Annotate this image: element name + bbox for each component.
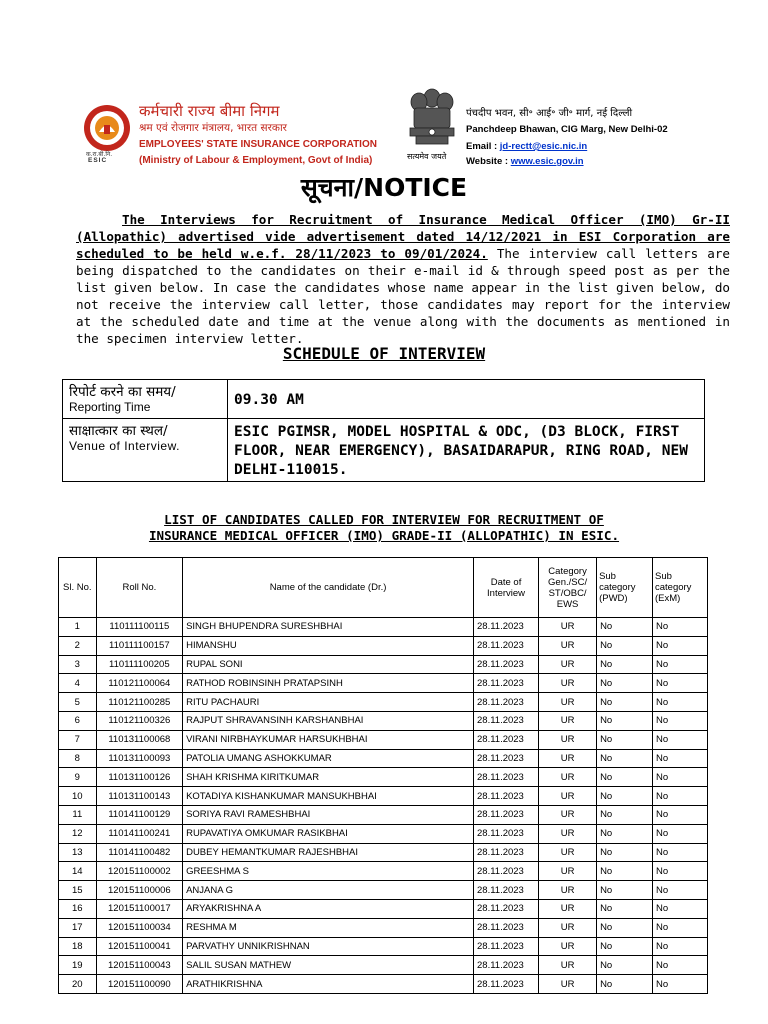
ministry-hindi: श्रम एवं रोजगार मंत्रालय, भारत सरकार [139, 122, 287, 134]
cell-roll-no: 110131100126 [96, 768, 182, 787]
cell-roll-no: 110131100068 [96, 730, 182, 749]
cell-interview-date: 28.11.2023 [474, 730, 539, 749]
reporting-label-cell [63, 380, 228, 419]
cell-candidate-name: RITU PACHAURI [183, 693, 474, 712]
cell-sl-no: 9 [59, 768, 97, 787]
cell-sub-category-pwd: No [597, 655, 653, 674]
candidate-table [58, 557, 708, 994]
address-hindi: पंचदीप भवन, सी॰ आई॰ जी॰ मार्ग, नई दिल्ली [466, 108, 633, 119]
cell-category: UR [539, 787, 597, 806]
header-sub-category-exm: Sub category (ExM) [653, 558, 708, 618]
schedule-title: SCHEDULE OF INTERVIEW [282, 344, 486, 363]
cell-sub-category-pwd: No [597, 730, 653, 749]
cell-sub-category-exm: No [653, 862, 708, 881]
cell-candidate-name: SORIYA RAVI RAMESHBHAI [183, 805, 474, 824]
cell-sl-no: 1 [59, 618, 97, 637]
cell-category: UR [539, 674, 597, 693]
cell-roll-no: 120151100017 [96, 899, 182, 918]
cell-sub-category-exm: No [653, 693, 708, 712]
cell-sub-category-pwd: No [597, 881, 653, 900]
table-row [59, 975, 708, 994]
cell-roll-no: 110141100482 [96, 843, 182, 862]
cell-interview-date: 28.11.2023 [474, 711, 539, 730]
cell-candidate-name: RUPAL SONI [183, 655, 474, 674]
cell-category: UR [539, 805, 597, 824]
cell-roll-no: 120151100090 [96, 975, 182, 994]
cell-sub-category-exm: No [653, 881, 708, 900]
venue-label-cell [63, 419, 228, 482]
cell-sub-category-pwd: No [597, 636, 653, 655]
table-row [59, 768, 708, 787]
cell-category: UR [539, 618, 597, 637]
cell-candidate-name: PATOLIA UMANG ASHOKKUMAR [183, 749, 474, 768]
esic-logo [82, 103, 132, 153]
cell-sub-category-exm: No [653, 824, 708, 843]
cell-candidate-name: KOTADIYA KISHANKUMAR MANSUKHBHAI [183, 787, 474, 806]
cell-interview-date: 28.11.2023 [474, 862, 539, 881]
cell-sl-no: 11 [59, 805, 97, 824]
table-row [59, 843, 708, 862]
national-emblem-icon [400, 86, 464, 148]
header-category: Category Gen./SC/ ST/OBC/ EWS [539, 558, 597, 618]
logo-caption-english: ESIC [88, 157, 108, 164]
emblem-caption: सत्यमेव जयते [407, 152, 447, 161]
cell-interview-date: 28.11.2023 [474, 787, 539, 806]
list-title-line1: LIST OF CANDIDATES CALLED FOR INTERVIEW FOR RECRUITMENT OF [164, 512, 604, 527]
cell-category: UR [539, 655, 597, 674]
cell-category: UR [539, 711, 597, 730]
cell-candidate-name: ANJANA G [183, 881, 474, 900]
cell-category: UR [539, 937, 597, 956]
table-row [59, 693, 708, 712]
cell-category: UR [539, 862, 597, 881]
cell-roll-no: 110121100064 [96, 674, 182, 693]
reporting-label-hindi: रिपोर्ट करने का समय/ [69, 384, 176, 400]
notice-paragraph-bold: The Interviews for Recruitment of Insurance Medical Officer (IMO) Gr-II (Allopathic) advertised vide advertisement dated 14/12/2021 in ESI Corporation are scheduled to be held w.e.f. 28/11/2023 to 09/01/2024. [76, 212, 730, 261]
cell-sub-category-exm: No [653, 768, 708, 787]
cell-sub-category-pwd: No [597, 843, 653, 862]
table-row [59, 674, 708, 693]
cell-interview-date: 28.11.2023 [474, 674, 539, 693]
cell-candidate-name: GREESHMA S [183, 862, 474, 881]
cell-sub-category-pwd: No [597, 862, 653, 881]
notice-title: सूचना/NOTICE [300, 173, 468, 202]
table-row [59, 805, 708, 824]
cell-roll-no: 120151100006 [96, 881, 182, 900]
cell-category: UR [539, 768, 597, 787]
org-name-hindi: कर्मचारी राज्य बीमा निगम [139, 102, 280, 120]
cell-candidate-name: SALIL SUSAN MATHEW [183, 956, 474, 975]
notice-paragraph [76, 211, 730, 347]
cell-category: UR [539, 918, 597, 937]
cell-sub-category-exm: No [653, 636, 708, 655]
cell-sub-category-pwd: No [597, 956, 653, 975]
cell-sub-category-exm: No [653, 899, 708, 918]
cell-sub-category-pwd: No [597, 787, 653, 806]
cell-candidate-name: ARATHIKRISHNA [183, 975, 474, 994]
cell-sl-no: 18 [59, 937, 97, 956]
cell-sub-category-pwd: No [597, 899, 653, 918]
cell-sl-no: 20 [59, 975, 97, 994]
cell-candidate-name: DUBEY HEMANTKUMAR RAJESHBHAI [183, 843, 474, 862]
cell-sl-no: 4 [59, 674, 97, 693]
cell-sub-category-pwd: No [597, 918, 653, 937]
table-row [59, 918, 708, 937]
cell-interview-date: 28.11.2023 [474, 693, 539, 712]
venue-label-hindi: साक्षात्कार का स्थल/ [69, 423, 168, 439]
cell-sl-no: 10 [59, 787, 97, 806]
cell-roll-no: 110111100205 [96, 655, 182, 674]
cell-sl-no: 19 [59, 956, 97, 975]
cell-candidate-name: VIRANI NIRBHAYKUMAR HARSUKHBHAI [183, 730, 474, 749]
cell-sl-no: 17 [59, 918, 97, 937]
cell-roll-no: 120151100034 [96, 918, 182, 937]
email-link[interactable]: jd-rectt@esic.nic.in [499, 141, 588, 152]
cell-sub-category-exm: No [653, 805, 708, 824]
cell-candidate-name: ARYAKRISHNA A [183, 899, 474, 918]
cell-roll-no: 120151100043 [96, 956, 182, 975]
cell-sub-category-exm: No [653, 749, 708, 768]
cell-sub-category-exm: No [653, 937, 708, 956]
cell-sub-category-pwd: No [597, 824, 653, 843]
list-title [0, 512, 768, 544]
table-row [59, 730, 708, 749]
table-row [59, 956, 708, 975]
header-sl-no: Sl. No. [59, 558, 97, 618]
cell-sl-no: 16 [59, 899, 97, 918]
cell-sub-category-pwd: No [597, 693, 653, 712]
cell-candidate-name: RUPAVATIYA OMKUMAR RASIKBHAI [183, 824, 474, 843]
cell-sub-category-pwd: No [597, 768, 653, 787]
cell-sub-category-exm: No [653, 956, 708, 975]
cell-sub-category-exm: No [653, 918, 708, 937]
header-sub-category-pwd: Sub category (PWD) [597, 558, 653, 618]
cell-sl-no: 3 [59, 655, 97, 674]
cell-sub-category-exm: No [653, 787, 708, 806]
cell-roll-no: 110141100129 [96, 805, 182, 824]
reporting-label-english: Reporting Time [69, 400, 151, 414]
cell-sub-category-pwd: No [597, 749, 653, 768]
venue-label-english: Venue of Interview. [69, 439, 180, 453]
cell-sl-no: 2 [59, 636, 97, 655]
cell-sub-category-pwd: No [597, 805, 653, 824]
cell-interview-date: 28.11.2023 [474, 824, 539, 843]
reporting-time-value: 09.30 AM [228, 380, 705, 419]
cell-interview-date: 28.11.2023 [474, 655, 539, 674]
cell-roll-no: 110121100326 [96, 711, 182, 730]
email-label: Email : [466, 141, 500, 152]
website-line [466, 156, 584, 167]
cell-sub-category-pwd: No [597, 618, 653, 637]
cell-roll-no: 120151100041 [96, 937, 182, 956]
cell-sub-category-pwd: No [597, 937, 653, 956]
cell-sl-no: 7 [59, 730, 97, 749]
cell-category: UR [539, 749, 597, 768]
cell-roll-no: 110121100285 [96, 693, 182, 712]
cell-sub-category-exm: No [653, 843, 708, 862]
cell-sl-no: 15 [59, 881, 97, 900]
cell-category: UR [539, 881, 597, 900]
cell-interview-date: 28.11.2023 [474, 843, 539, 862]
ministry-english: (Ministry of Labour & Employment, Govt of India) [139, 155, 373, 166]
cell-sub-category-pwd: No [597, 674, 653, 693]
cell-sub-category-exm: No [653, 975, 708, 994]
cell-interview-date: 28.11.2023 [474, 618, 539, 637]
schedule-row-reporting [63, 380, 705, 419]
cell-interview-date: 28.11.2023 [474, 881, 539, 900]
header-interview-date: Date of Interview [474, 558, 539, 618]
cell-candidate-name: SINGH BHUPENDRA SURESHBHAI [183, 618, 474, 637]
cell-sl-no: 6 [59, 711, 97, 730]
table-row [59, 711, 708, 730]
email-line [466, 141, 587, 152]
notice-paragraph-rest: The interview call letters are being dispatched to the candidates on their e-mail id & through speed post as per the list given below. In case the candidates whose name appear in the list given below, do not receive the interview call letter, those candidates may report for the interview at the scheduled date and time at the venue along with the documents as mentioned in the specimen interview letter. [76, 246, 730, 346]
header-candidate-name: Name of the candidate (Dr.) [183, 558, 474, 618]
website-label: Website : [466, 156, 511, 167]
cell-roll-no: 110111100115 [96, 618, 182, 637]
cell-sl-no: 13 [59, 843, 97, 862]
venue-value: ESIC PGIMSR, MODEL HOSPITAL & ODC, (D3 BLOCK, FIRST FLOOR, NEAR EMERGENCY), BASAIDARAPUR, RING ROAD, NEW DELHI-110015. [228, 419, 705, 482]
cell-sub-category-exm: No [653, 674, 708, 693]
cell-interview-date: 28.11.2023 [474, 956, 539, 975]
table-row [59, 618, 708, 637]
org-name-english: EMPLOYEES' STATE INSURANCE CORPORATION [139, 139, 377, 150]
cell-category: UR [539, 975, 597, 994]
cell-category: UR [539, 824, 597, 843]
cell-sub-category-exm: No [653, 711, 708, 730]
cell-category: UR [539, 730, 597, 749]
cell-interview-date: 28.11.2023 [474, 975, 539, 994]
cell-sl-no: 12 [59, 824, 97, 843]
cell-sub-category-exm: No [653, 655, 708, 674]
cell-interview-date: 28.11.2023 [474, 918, 539, 937]
logo-caption-hindi: क.रा.बी.नि. [86, 151, 113, 158]
cell-sub-category-pwd: No [597, 711, 653, 730]
table-row [59, 881, 708, 900]
cell-candidate-name: HIMANSHU [183, 636, 474, 655]
header-roll-no: Roll No. [96, 558, 182, 618]
schedule-row-venue [63, 419, 705, 482]
schedule-table [62, 379, 705, 482]
cell-category: UR [539, 899, 597, 918]
cell-roll-no: 110131100093 [96, 749, 182, 768]
cell-interview-date: 28.11.2023 [474, 768, 539, 787]
cell-interview-date: 28.11.2023 [474, 636, 539, 655]
candidate-table-body [59, 618, 708, 994]
table-row [59, 749, 708, 768]
cell-sub-category-exm: No [653, 730, 708, 749]
table-row [59, 787, 708, 806]
website-link[interactable]: www.esic.gov.in [510, 156, 584, 167]
cell-interview-date: 28.11.2023 [474, 899, 539, 918]
cell-sl-no: 8 [59, 749, 97, 768]
cell-sub-category-pwd: No [597, 975, 653, 994]
cell-sub-category-exm: No [653, 618, 708, 637]
cell-category: UR [539, 843, 597, 862]
cell-candidate-name: PARVATHY UNNIKRISHNAN [183, 937, 474, 956]
cell-sl-no: 14 [59, 862, 97, 881]
table-row [59, 862, 708, 881]
cell-roll-no: 120151100002 [96, 862, 182, 881]
cell-candidate-name: RATHOD ROBINSINH PRATAPSINH [183, 674, 474, 693]
cell-roll-no: 110111100157 [96, 636, 182, 655]
cell-roll-no: 110131100143 [96, 787, 182, 806]
table-row [59, 899, 708, 918]
address-english: Panchdeep Bhawan, CIG Marg, New Delhi-02 [466, 124, 668, 135]
cell-interview-date: 28.11.2023 [474, 749, 539, 768]
table-row [59, 937, 708, 956]
cell-candidate-name: RAJPUT SHRAVANSINH KARSHANBHAI [183, 711, 474, 730]
candidate-table-header [59, 558, 708, 618]
list-title-line2: INSURANCE MEDICAL OFFICER (IMO) GRADE-II (ALLOPATHIC) IN ESIC. [148, 528, 620, 543]
cell-roll-no: 110141100241 [96, 824, 182, 843]
table-row [59, 636, 708, 655]
table-row [59, 655, 708, 674]
cell-sl-no: 5 [59, 693, 97, 712]
cell-candidate-name: RESHMA M [183, 918, 474, 937]
cell-interview-date: 28.11.2023 [474, 937, 539, 956]
cell-category: UR [539, 693, 597, 712]
cell-interview-date: 28.11.2023 [474, 805, 539, 824]
cell-category: UR [539, 956, 597, 975]
cell-category: UR [539, 636, 597, 655]
table-row [59, 824, 708, 843]
cell-candidate-name: SHAH KRISHMA KIRITKUMAR [183, 768, 474, 787]
